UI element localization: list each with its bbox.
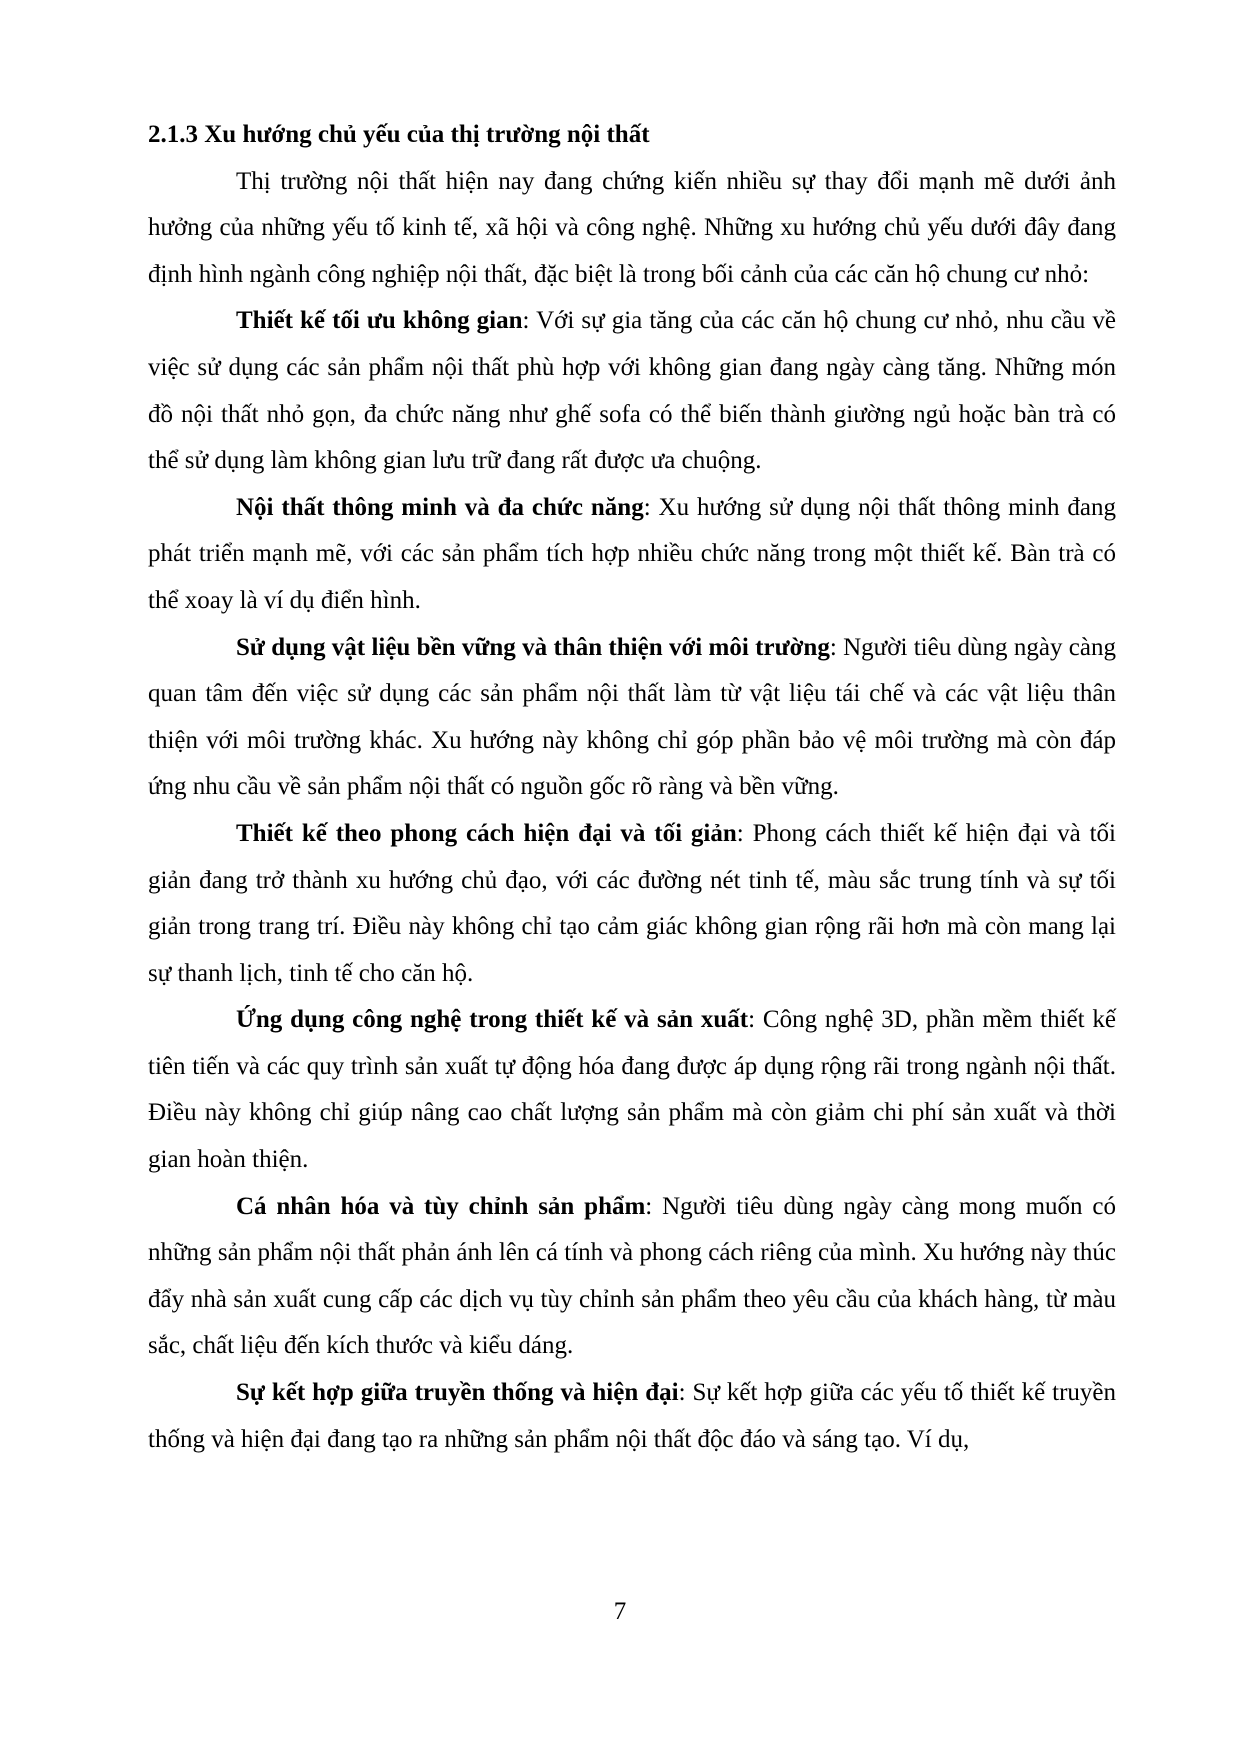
trend-title: Nội thất thông minh và đa chức năng [236,493,644,521]
trend-title: Ứng dụng công nghệ trong thiết kế và sản xuất [236,1006,749,1034]
section-heading: 2.1.3 Xu hướng chủ yếu của thị trường nội thất [148,121,650,148]
trend-title: Thiết kế tối ưu không gian [236,307,523,335]
trend-title: Sử dụng vật liệu bền vững và thân thiện với môi trường [236,633,830,661]
trend-paragraph [148,811,1116,997]
trend-text: : Người tiêu dùng ngày càng mong muốn có những sản phẩm nội thất phản ánh lên cá tính và phong cách riêng của mình. Xu hướng này thúc đẩy nhà sản xuất cung cấp các dịch vụ tùy chỉnh sản phẩm theo yêu cầu của khách hàng, từ màu sắc, chất liệu đến kích thước và kiểu dáng. [148,1192,1116,1360]
intro-paragraph: Thị trường nội thất hiện nay đang chứng kiến nhiều sự thay đổi mạnh mẽ dưới ảnh hưởng của những yếu tố kinh tế, xã hội và công nghệ. Những xu hướng chủ yếu dưới đây đang định hình ngành công nghiệp nội thất, đặc biệt là trong bối cảnh của các căn hộ chung cư nhỏ: [148,167,1116,288]
trend-text: : Xu hướng sử dụng nội thất thông minh đang phát triển mạnh mẽ, với các sản phẩm tích hợp nhiều chức năng trong một thiết kế. Bàn trà có thể xoay là ví dụ điển hình. [148,493,1116,614]
trend-text: : Công nghệ 3D, phần mềm thiết kế tiên tiến và các quy trình sản xuất tự động hóa đang được áp dụng rộng rãi trong ngành nội thất. Điều này không chỉ giúp nâng cao chất lượng sản phẩm mà còn giảm chi phí sản xuất và thời gian hoàn thiện. [148,1006,1116,1174]
trend-paragraph [148,485,1116,625]
trend-text: : Phong cách thiết kế hiện đại và tối giản đang trở thành xu hướng chủ đạo, với các đường nét tinh tế, màu sắc trung tính và sự tối giản trong trang trí. Điều này không chỉ tạo cảm giác không gian rộng rãi hơn mà còn mang lại sự thanh lịch, tinh tế cho căn hộ. [148,819,1116,987]
trend-title: Thiết kế theo phong cách hiện đại và tối giản [236,819,737,847]
trend-paragraph [148,625,1116,811]
trend-title: Sự kết hợp giữa truyền thống và hiện đại [236,1379,679,1407]
trend-paragraph [148,997,1116,1183]
trend-text: : Sự kết hợp giữa các yếu tố thiết kế truyền thống và hiện đại đang tạo ra những sản phẩm nội thất độc đáo và sáng tạo. Ví dụ, [148,1379,1116,1453]
page-number: 7 [613,1598,627,1625]
trend-paragraph [148,298,1116,484]
trend-text: : Với sự gia tăng của các căn hộ chung cư nhỏ, nhu cầu về việc sử dụng các sản phẩm nội thất phù hợp với không gian đang ngày càng tăng. Những món đồ nội thất nhỏ gọn, đa chức năng như ghế sofa có thể biến thành giường ngủ hoặc bàn trà có thể sử dụng làm không gian lưu trữ đang rất được ưa chuộng. [148,307,1117,475]
trend-paragraph [148,1370,1116,1463]
page-content [148,112,1116,1463]
trend-text: : Người tiêu dùng ngày càng quan tâm đến việc sử dụng các sản phẩm nội thất làm từ vật liệu tái chế và các vật liệu thân thiện với môi trường khác. Xu hướng này không chỉ góp phần bảo vệ môi trường mà còn đáp ứng nhu cầu về sản phẩm nội thất có nguồn gốc rõ ràng và bền vững. [148,633,1116,801]
trend-title: Cá nhân hóa và tùy chỉnh sản phẩm [236,1192,646,1220]
trend-paragraph [148,1184,1116,1370]
